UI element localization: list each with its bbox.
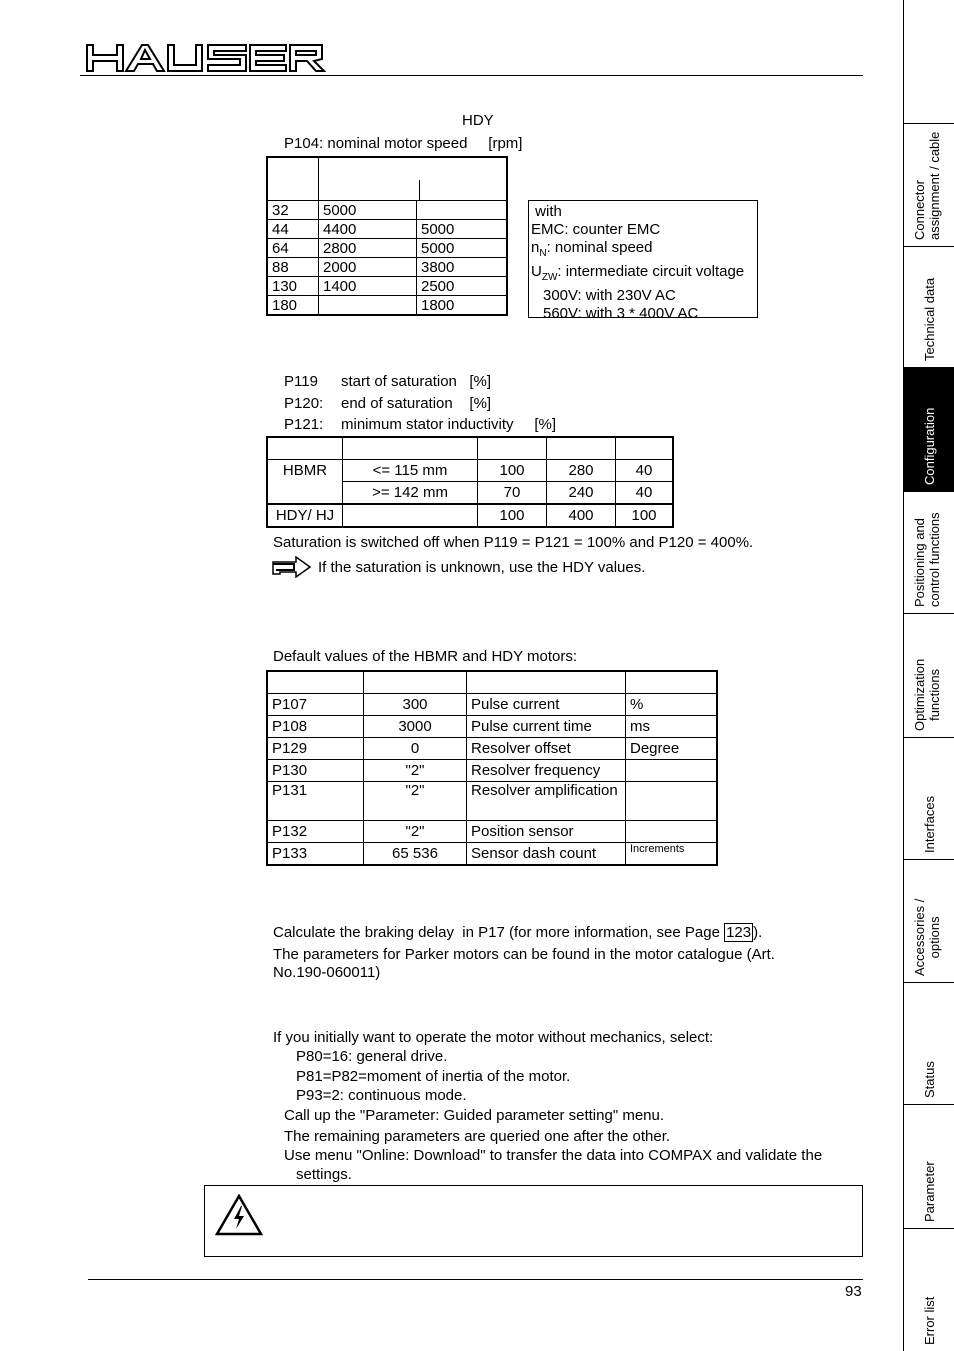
parker-text-line2: No.190-060011) [273,964,381,981]
table-row: P131 "2" Resolver amplification [267,782,717,821]
table-row: P130 "2" Resolver frequency [267,760,717,782]
table-row: P129 0 Resolver offset Degree [267,738,717,760]
legend-note-box [528,200,758,322]
footer-rule [88,1279,863,1280]
table-header-cell [267,157,319,201]
p121-code: P121: [284,416,324,433]
saturation-table [266,436,674,528]
note-line: 300V: with 230V AC [543,287,676,304]
step-item: Call up the "Parameter: Guided parameter setting" menu. [284,1107,665,1124]
table-header-row [267,671,717,694]
warning-box [204,1185,863,1257]
p119-code: P119 [284,373,318,390]
table-row: P132 "2" Position sensor [267,821,717,843]
defaults-table [266,670,718,866]
table-row: HBMR <= 115 mm 100 280 40 [267,460,673,482]
braking-text: Calculate the braking delay in P17 (for more information, see Page 123 ). [273,924,763,941]
note-line: EMC: counter EMC [531,221,661,238]
p120-code: P120: [284,395,324,412]
chapter-sidebar [903,0,954,1351]
note-line: with [531,203,562,220]
page-reference-link[interactable]: 123 [726,924,752,941]
tab-optimization[interactable]: Optimization functions [904,614,954,738]
tab-configuration[interactable]: Configuration [904,368,954,492]
table-row: P133 65 536 Sensor dash count Increments [267,843,717,866]
table-row: >= 142 mm 70 240 40 [267,482,673,505]
tab-connector-assignment[interactable]: Connector assignment / cable [904,124,954,247]
table-header-cell [319,157,508,201]
tab-status[interactable]: Status [904,983,954,1105]
tab-parameter[interactable]: Parameter [904,1105,954,1229]
step-item: The remaining parameters are queried one after the other. [284,1128,671,1145]
saturation-off-text: Saturation is switched off when P119 = P121 = 100% and P120 = 400%. [273,534,754,551]
tab-blank [904,0,954,124]
hdy-label: HDY [462,112,494,129]
table-header-row [267,157,507,201]
table-row: 44 4400 5000 [267,220,507,239]
step-item: P81=P82=moment of inertia of the motor. [296,1068,571,1085]
header-rule [80,75,863,76]
steps-intro: If you initially want to operate the motor without mechanics, select: [273,1029,714,1046]
p119-text: start of saturation [%] [341,373,492,390]
table-row: P107 300 Pulse current % [267,694,717,716]
tab-accessories[interactable]: Accessories / options [904,860,954,983]
table-row: 130 1400 2500 [267,277,507,296]
note-line: 560V: with 3 * 400V AC [543,305,699,322]
table-row: 32 5000 [267,201,507,220]
note-line: $n_N$: nominal speed [531,239,653,259]
table-row: P108 3000 Pulse current time ms [267,716,717,738]
step-item: Use menu "Online: Download" to transfer the data into COMPAX and validate the [284,1147,823,1164]
speed-table [266,156,508,316]
saturation-hint: If the saturation is unknown, use the HDY values. [318,559,646,576]
hauser-logo [86,44,326,72]
step-item: settings. [296,1166,352,1183]
note-line: $U_{ZW}$: intermediate circuit voltage [531,263,745,283]
page-number: 93 [845,1283,862,1300]
table-row: 180 1800 [267,296,507,316]
parker-text-line1: The parameters for Parker motors can be found in the motor catalogue (Art. [273,946,775,963]
step-item: P93=2: continuous mode. [296,1087,467,1104]
p121-text: minimum stator inductivity [%] [341,416,557,433]
p104-line: P104: nominal motor speed [rpm] [284,135,523,152]
pointing-hand-icon [272,556,312,578]
defaults-heading: Default values of the HBMR and HDY motors: [273,648,578,665]
tab-positioning-control[interactable]: Positioning and control functions [904,492,954,614]
tab-technical-data[interactable]: Technical data [904,247,954,368]
table-row: 88 2000 3800 [267,258,507,277]
tab-interfaces[interactable]: Interfaces [904,738,954,860]
high-voltage-warning-icon [215,1194,263,1236]
p120-text: end of saturation [%] [341,395,492,412]
table-row: HDY/ HJ 100 400 100 [267,504,673,527]
table-header-row [267,437,673,460]
table-row: 64 2800 5000 [267,239,507,258]
step-item: P80=16: general drive. [296,1048,448,1065]
tab-error-list[interactable]: Error list [922,1296,937,1345]
